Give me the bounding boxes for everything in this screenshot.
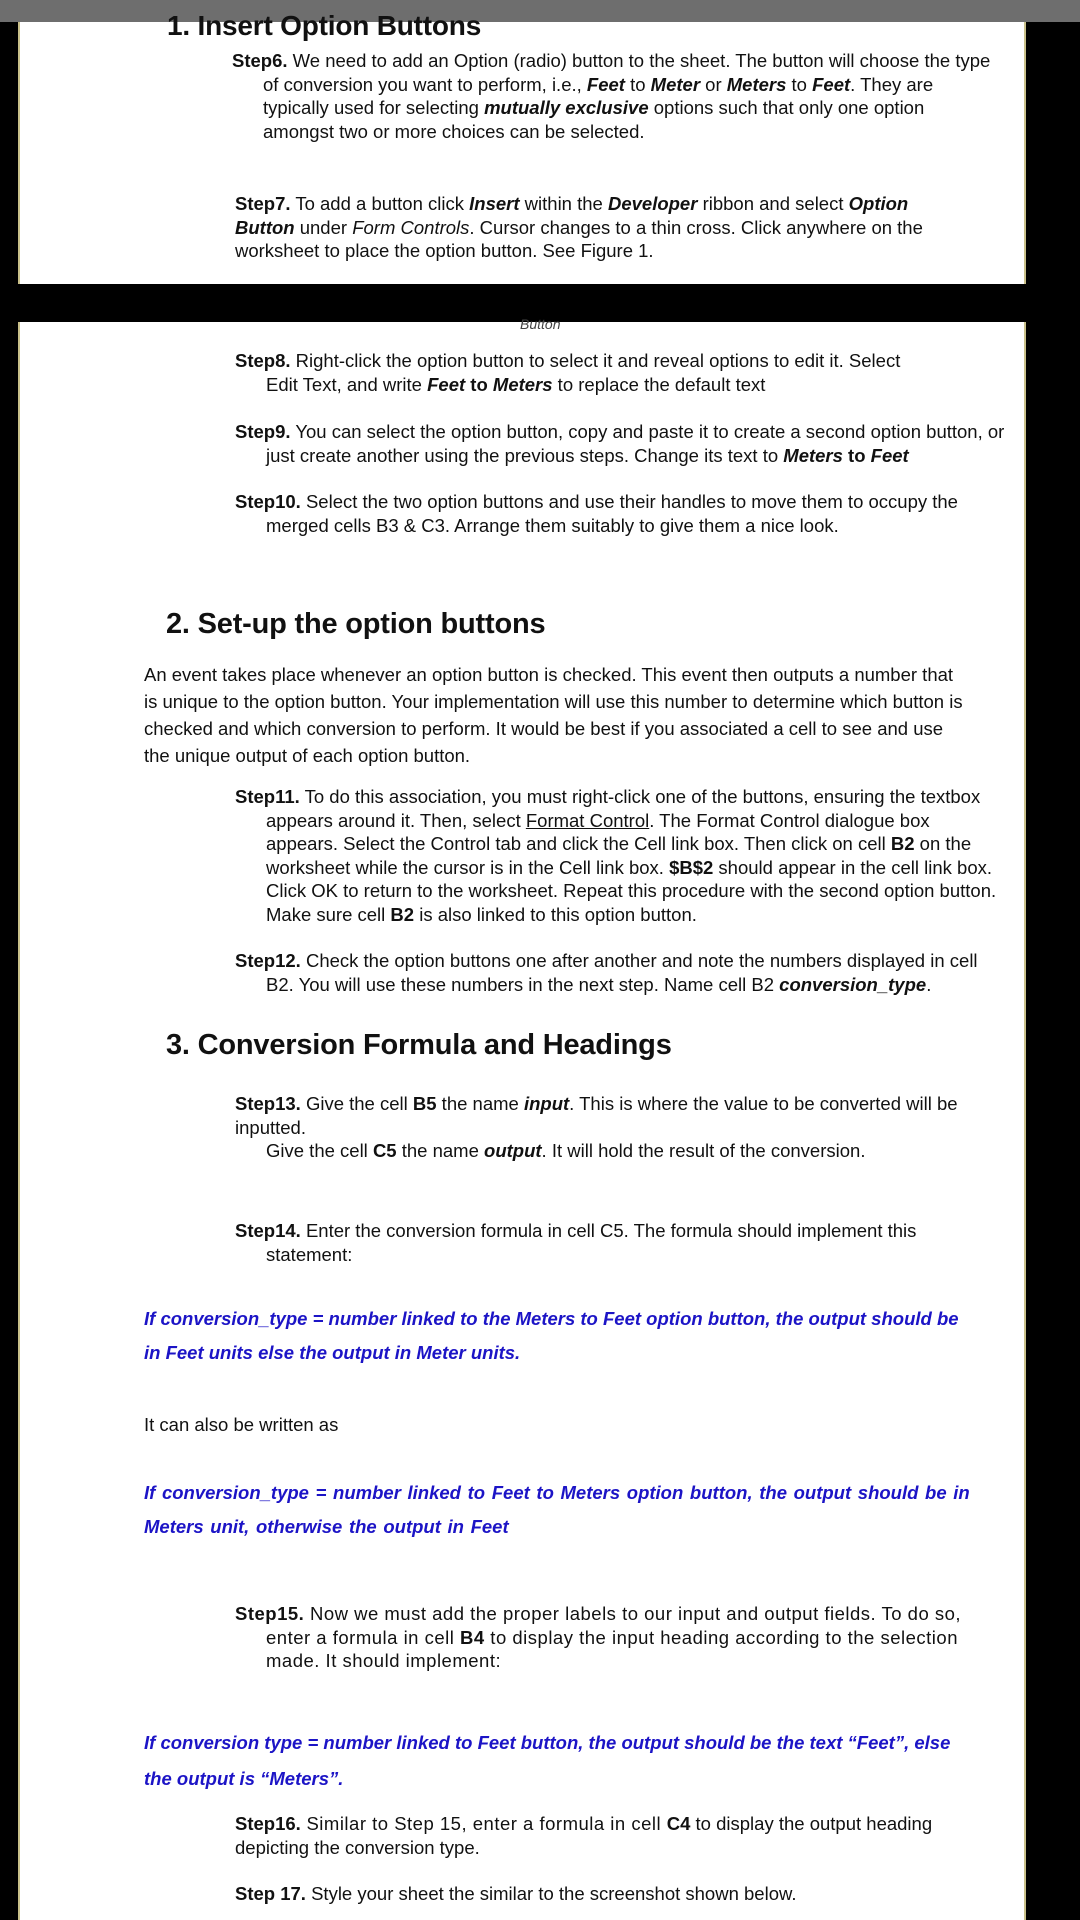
step-label: Step14. — [235, 1220, 301, 1241]
section-heading-2: 2. Set-up the option buttons — [166, 608, 546, 640]
step-15: Step15. Now we must add the proper labels to our input and output fields. To do so, enter a formula in cell B4 to display the input heading according to the selection made. It should implement: — [235, 1603, 962, 1671]
document-page-1 — [18, 10, 1026, 284]
formula-statement-3: If conversion type = number linked to Feet button, the output should be the text “Feet”, else the output is “Meters”. — [144, 1732, 951, 1789]
step-label: Step9. — [235, 421, 291, 442]
section-heading-3: 3. Conversion Formula and Headings — [166, 1029, 672, 1061]
step-6: Step6. We need to add an Option (radio) button to the sheet. The button will choose the type of conversion you want to perform, i.e., Feet to Meter or Meters to Feet. They are typically used for selecting mutually exclusive options such that only one option amongst two or more choices can be selected. — [232, 50, 991, 142]
step-8: Step8. Right-click the option button to select it and reveal options to edit it. Select Edit Text, and write Feet to Meters to replace the default text — [235, 350, 901, 395]
section-2-intro: An event takes place whenever an option button is checked. This event then outputs a number that is unique to the option button. Your implementation will use this number to determine which button is checked and which conversion to perform. It would be best if you associated a cell to see and use the unique output of each option button. — [144, 664, 963, 766]
top-bar — [0, 0, 1080, 22]
step-10: Step10. Select the two option buttons and use their handles to move them to occupy the merged cells B3 & C3. Arrange them suitably to give them a nice look. — [235, 491, 958, 536]
step-16: Step16. Similar to Step 15, enter a formula in cell C4 to display the output heading depicting the conversion type. — [235, 1813, 933, 1858]
formula-statement-2: If conversion_type = number linked to Feet to Meters option button, the output should be in Meters unit, otherwise the output in Feet — [144, 1482, 970, 1537]
step-label: Step11. — [235, 786, 300, 807]
step-12: Step12. Check the option buttons one after another and note the numbers displayed in cell B2. You will use these numbers in the next step. Name cell B2 conversion_type. — [235, 950, 978, 995]
figure-caption: Button — [520, 316, 561, 332]
step-11: Step11. To do this association, you must right-click one of the buttons, ensuring the textbox appears around it. Then, select Format Control. The Format Control dialogue box appears. Select the Control tab and click the Cell link box. Then click on cell B2 on the worksheet while the cursor is in the Cell link box. $B$2 should appear in the cell link box. Click OK to return to the worksheet. Repeat this procedure with the second option button. Make sure cell B2 is also linked to this option button. — [235, 786, 997, 925]
step-label: Step13. — [235, 1093, 301, 1114]
step-7: Step7. To add a button click Insert within the Developer ribbon and select Option Button under Form Controls. Cursor changes to a thin cross. Click anywhere on the worksheet to place the option button. See Figure 1. — [235, 193, 923, 261]
format-control-link[interactable]: Format Control — [525, 809, 650, 831]
step-label: Step16. — [235, 1813, 301, 1834]
step-17: Step 17. Style your sheet the similar to the screenshot shown below. — [235, 1883, 797, 1904]
step-14: Step14. Enter the conversion formula in cell C5. The formula should implement this statement: — [235, 1220, 917, 1265]
step-label: Step8. — [235, 350, 291, 371]
step-13: Step13. Give the cell B5 the name input. This is where the value to be converted will be inputted. Give the cell C5 the name output. It will hold the result of the conversion. — [235, 1093, 958, 1161]
also-written-text: It can also be written as — [144, 1414, 339, 1435]
step-9: Step9. You can select the option button, copy and paste it to create a second option button, or just create another using the previous steps. Change its text to Meters to Feet — [235, 421, 1005, 466]
step-label: Step6. — [232, 50, 288, 71]
formula-statement-1: If conversion_type = number linked to the Meters to Feet option button, the output should be in Feet units else the output in Meter units. — [144, 1308, 959, 1363]
step-label: Step12. — [235, 950, 301, 971]
document-page-2 — [18, 316, 1026, 1920]
step-label: Step10. — [235, 491, 301, 512]
step-label: Step 17. — [235, 1883, 306, 1904]
step-label: Step7. — [235, 193, 291, 214]
step-label: Step15. — [235, 1603, 305, 1624]
section-heading-1: 1. Insert Option Buttons — [167, 10, 482, 41]
